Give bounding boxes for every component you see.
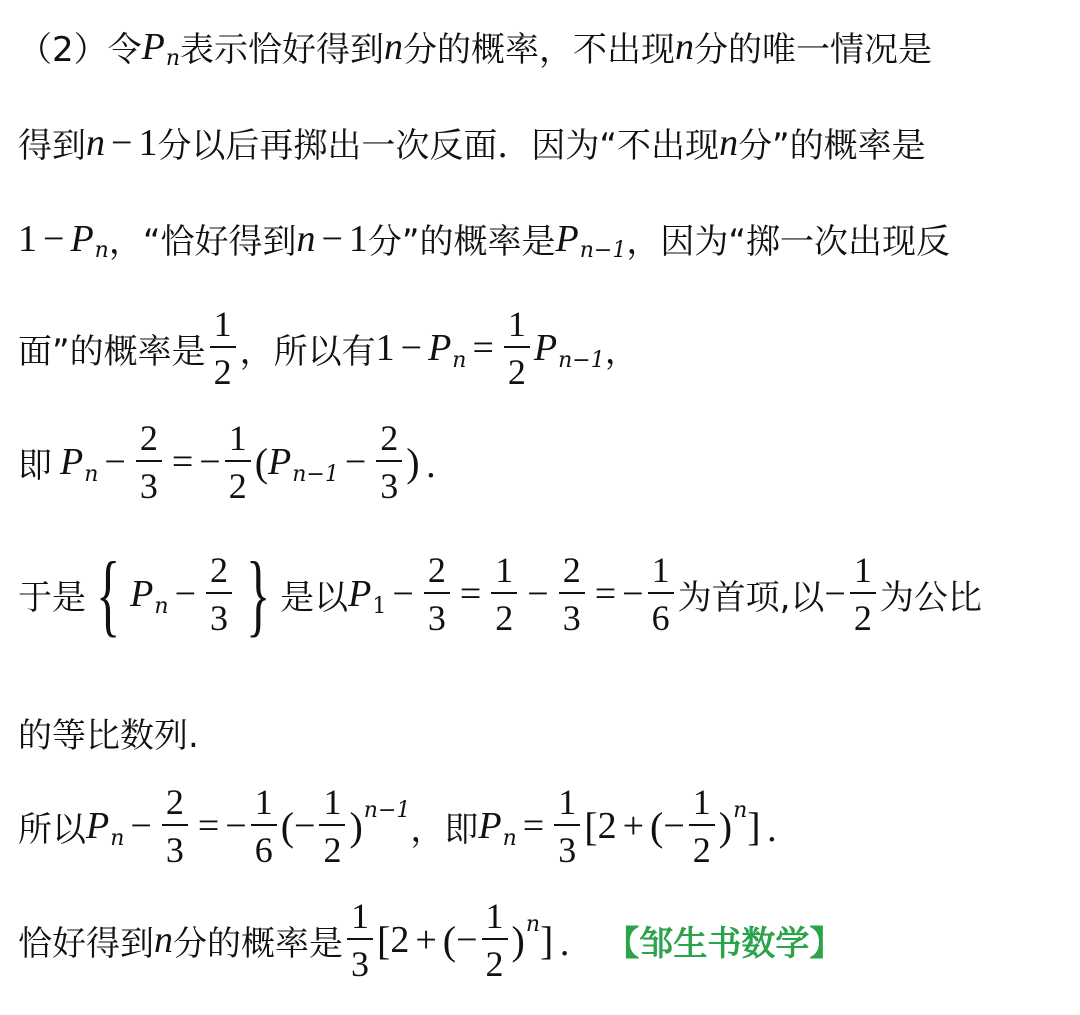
fraction bbox=[162, 784, 188, 868]
frac-den: 2 bbox=[689, 824, 715, 868]
text: 分”的概率是 bbox=[367, 222, 556, 262]
math-sub: n bbox=[452, 347, 467, 373]
frac-num: 2 bbox=[210, 550, 228, 590]
math-num: 2 bbox=[390, 919, 410, 961]
frac-den: 6 bbox=[648, 592, 674, 636]
math-sub: n bbox=[154, 593, 169, 619]
fraction bbox=[206, 552, 232, 636]
text: 即 bbox=[18, 445, 52, 486]
math-bracket: ] bbox=[540, 917, 554, 963]
math-n: n bbox=[154, 919, 173, 961]
math-num: 1 bbox=[18, 217, 37, 260]
math-paren: ) bbox=[718, 803, 733, 849]
text: 分以后再掷出一次反面．因为“不出现 bbox=[157, 126, 720, 166]
math-n: n bbox=[86, 121, 105, 164]
math-op: − bbox=[527, 573, 549, 615]
text: ． bbox=[766, 809, 801, 850]
frac-num: 2 bbox=[427, 550, 446, 590]
math-sub: n bbox=[165, 46, 181, 71]
frac-den: 2 bbox=[850, 592, 876, 636]
math-paren: ( bbox=[280, 803, 295, 849]
math-P: P bbox=[555, 217, 579, 260]
math-op: = bbox=[171, 441, 194, 483]
frac-den: 3 bbox=[376, 460, 402, 504]
text: ，“恰好得到 bbox=[108, 222, 297, 262]
math-paren: ) bbox=[511, 917, 525, 963]
line-1 bbox=[18, 22, 1072, 71]
frac-num: 1 bbox=[651, 550, 670, 590]
math-op: − bbox=[174, 573, 196, 615]
math-P: P bbox=[478, 805, 502, 847]
math-op: = bbox=[197, 805, 220, 847]
math-op: − bbox=[400, 327, 423, 369]
frac-num: 1 bbox=[507, 304, 526, 344]
math-brace: } bbox=[245, 543, 271, 645]
frac-den: 2 bbox=[210, 346, 236, 390]
math-paren: ) bbox=[406, 439, 420, 485]
math-P: P bbox=[86, 805, 110, 847]
text: 表示恰好得到 bbox=[180, 30, 385, 70]
text: ，即 bbox=[410, 809, 479, 850]
text: 是以 bbox=[280, 577, 349, 618]
math-sub: n bbox=[502, 825, 517, 851]
fraction bbox=[482, 898, 508, 982]
math-sub: 1 bbox=[372, 593, 387, 619]
text: 所以 bbox=[18, 809, 86, 850]
math-bracket: [ bbox=[584, 803, 598, 849]
text: 面”的概率是 bbox=[18, 331, 206, 372]
math-sub: n−1 bbox=[292, 461, 339, 487]
frac-den: 2 bbox=[504, 346, 530, 390]
math-P: P bbox=[141, 25, 165, 68]
frac-num: 1 bbox=[351, 896, 369, 936]
math-paren: ( bbox=[442, 917, 457, 963]
frac-den: 3 bbox=[206, 592, 232, 636]
math-num: 1 bbox=[138, 121, 158, 164]
line-2 bbox=[18, 118, 1072, 167]
line-7 bbox=[18, 708, 1072, 757]
fraction bbox=[559, 552, 585, 636]
math-num: 1 bbox=[348, 217, 368, 260]
math-bracket: ] bbox=[747, 803, 761, 849]
math-op: = bbox=[594, 573, 617, 615]
frac-num: 1 bbox=[323, 782, 342, 822]
line-8 bbox=[18, 784, 1072, 868]
frac-den: 3 bbox=[554, 824, 580, 868]
math-op: = bbox=[522, 805, 545, 847]
text: 分的唯一情况是 bbox=[694, 30, 933, 70]
fraction bbox=[689, 784, 715, 868]
frac-den: 3 bbox=[424, 592, 450, 636]
text: 恰好得到 bbox=[18, 923, 154, 964]
frac-num: 1 bbox=[558, 782, 577, 822]
frac-num: 2 bbox=[139, 418, 158, 458]
frac-num: 2 bbox=[380, 418, 399, 458]
frac-num: 1 bbox=[254, 782, 273, 822]
math-op: = bbox=[459, 573, 482, 615]
math-P: P bbox=[130, 573, 154, 615]
fraction bbox=[850, 552, 876, 636]
math-op: − bbox=[321, 217, 343, 260]
text: 得到 bbox=[18, 126, 86, 166]
frac-num: 1 bbox=[213, 304, 232, 344]
text: ，因为“掷一次出现反 bbox=[626, 222, 950, 262]
math-op: − bbox=[225, 805, 247, 847]
frac-den: 3 bbox=[559, 592, 585, 636]
frac-num: 1 bbox=[485, 896, 504, 936]
math-op: − bbox=[294, 805, 316, 847]
math-n: n bbox=[384, 25, 404, 68]
frac-den: 2 bbox=[491, 592, 517, 636]
math-P: P bbox=[348, 573, 372, 615]
math-op: − bbox=[43, 217, 65, 260]
math-sub: n−1 bbox=[579, 238, 627, 263]
frac-den: 2 bbox=[225, 460, 251, 504]
math-sup: n−1 bbox=[363, 797, 411, 823]
math-brace: { bbox=[95, 543, 121, 645]
frac-num: 1 bbox=[853, 550, 872, 590]
frac-num: 1 bbox=[692, 782, 711, 822]
frac-den: 6 bbox=[251, 824, 277, 868]
math-P: P bbox=[70, 217, 94, 260]
math-n: n bbox=[675, 25, 695, 68]
text: 为首项,以 bbox=[677, 577, 825, 618]
text: ，所以有 bbox=[239, 331, 376, 372]
math-sup: n bbox=[525, 911, 541, 937]
math-P: P bbox=[60, 441, 84, 483]
text: 分的概率是 bbox=[173, 923, 343, 964]
fraction bbox=[424, 552, 450, 636]
text: 的等比数列. bbox=[18, 716, 199, 756]
math-sub: n−1 bbox=[558, 347, 605, 373]
math-P: P bbox=[428, 327, 452, 369]
math-op: − bbox=[344, 441, 367, 483]
math-sub: n bbox=[94, 238, 109, 263]
math-op: − bbox=[663, 805, 685, 847]
text: ， bbox=[604, 331, 639, 372]
math-op: − bbox=[824, 573, 846, 615]
math-sub: n bbox=[110, 825, 125, 851]
math-bracket: [ bbox=[377, 917, 391, 963]
frac-den: 3 bbox=[347, 938, 373, 982]
frac-num: 2 bbox=[165, 782, 184, 822]
fraction bbox=[136, 420, 162, 504]
frac-num: 2 bbox=[562, 550, 581, 590]
math-sub: n bbox=[84, 461, 99, 487]
text: 分”的概率是 bbox=[738, 126, 926, 166]
line-5 bbox=[18, 420, 1072, 504]
math-op: = bbox=[472, 327, 494, 369]
frac-num: 1 bbox=[495, 550, 514, 590]
math-op: − bbox=[456, 919, 478, 961]
frac-den: 3 bbox=[136, 460, 162, 504]
fraction bbox=[210, 306, 236, 390]
math-n: n bbox=[296, 217, 316, 260]
math-op: − bbox=[199, 441, 221, 483]
fraction bbox=[504, 306, 530, 390]
fraction bbox=[225, 420, 251, 504]
line-9 bbox=[18, 898, 1072, 982]
math-P: P bbox=[268, 441, 292, 483]
brand-tag: 【邹生书数学】 bbox=[605, 923, 844, 964]
text: 于是 bbox=[18, 577, 86, 618]
text: ． bbox=[425, 445, 460, 486]
frac-den: 2 bbox=[319, 824, 345, 868]
math-op: − bbox=[104, 441, 126, 483]
math-paren: ) bbox=[349, 803, 363, 849]
fraction bbox=[347, 898, 373, 982]
fraction bbox=[648, 552, 674, 636]
math-op: + bbox=[415, 919, 437, 961]
fraction bbox=[554, 784, 580, 868]
line-6 bbox=[18, 543, 1072, 645]
frac-den: 3 bbox=[162, 824, 188, 868]
frac-den: 2 bbox=[482, 938, 508, 982]
math-sup: n bbox=[733, 797, 748, 823]
fraction bbox=[376, 420, 402, 504]
math-n: n bbox=[719, 121, 739, 164]
math-op: − bbox=[622, 573, 644, 615]
math-paren: ( bbox=[254, 439, 269, 485]
frac-num: 1 bbox=[228, 418, 247, 458]
text: （2）令 bbox=[18, 30, 142, 70]
text: 为公比 bbox=[879, 577, 982, 618]
math-op: − bbox=[392, 573, 414, 615]
line-3 bbox=[18, 214, 1072, 263]
text: ． bbox=[559, 923, 594, 964]
math-op: − bbox=[111, 121, 133, 164]
math-paren: ( bbox=[650, 803, 664, 849]
fraction bbox=[491, 552, 517, 636]
line-4 bbox=[18, 306, 1072, 390]
fraction bbox=[319, 784, 345, 868]
text: 分的概率，不出现 bbox=[403, 30, 676, 70]
math-num: 1 bbox=[375, 327, 395, 369]
math-op: − bbox=[130, 805, 152, 847]
math-P: P bbox=[533, 327, 558, 369]
math-num: 2 bbox=[597, 805, 617, 847]
fraction bbox=[251, 784, 277, 868]
math-op: + bbox=[622, 805, 644, 847]
